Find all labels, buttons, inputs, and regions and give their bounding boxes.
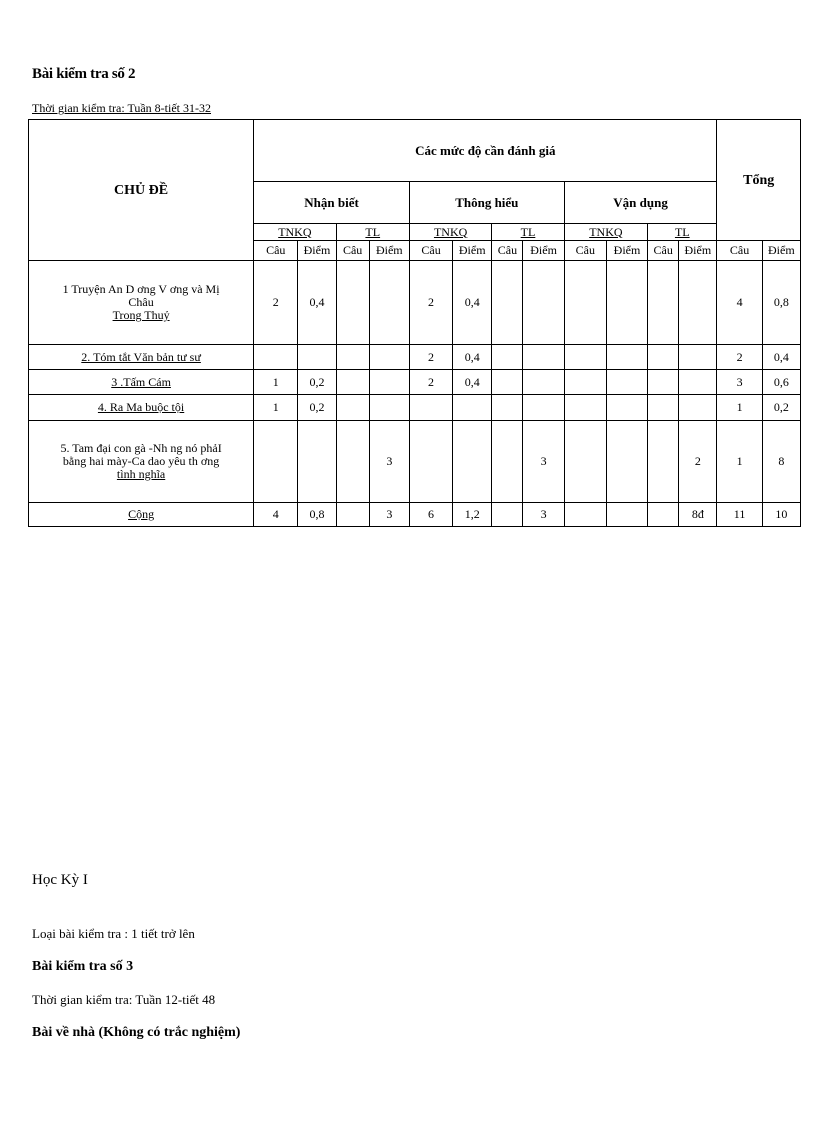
topic-cell: [29, 421, 254, 503]
cell: [523, 370, 564, 395]
topic-cell: [29, 395, 254, 421]
topic-line: 5. Tam đại con gà -Nh ng nó phảI: [60, 441, 222, 455]
col-header: Điểm: [453, 241, 492, 261]
cell: [492, 503, 523, 527]
cell: 1: [254, 395, 298, 421]
cell: 1: [717, 421, 762, 503]
cell: [336, 395, 369, 421]
cell: 0,8: [298, 503, 336, 527]
levels-header: Các mức độ cần đánh giá: [254, 120, 717, 182]
cell: [369, 261, 409, 345]
cell: 4: [254, 503, 298, 527]
cell: [648, 370, 679, 395]
cell: 0,4: [762, 345, 800, 370]
cell: 4: [717, 261, 762, 345]
level-header: Vận dụng: [564, 182, 717, 224]
type-header: TNKQ: [409, 224, 491, 241]
test-kind: Loại bài kiểm tra : 1 tiết trở lên: [32, 926, 195, 941]
cell: 3: [523, 421, 564, 503]
cell: [648, 503, 679, 527]
cell: [606, 370, 647, 395]
test-title: Bài kiểm tra số 2: [32, 66, 136, 82]
cell: 8: [762, 421, 800, 503]
topic-line: Cộng: [128, 507, 155, 521]
topic-line: Châu: [128, 295, 154, 309]
cell: 2: [409, 370, 452, 395]
cell: [679, 395, 717, 421]
col-header: Điểm: [369, 241, 409, 261]
col-header: Điểm: [606, 241, 647, 261]
semester-heading: Học Kỳ I: [32, 872, 88, 888]
cell: [648, 345, 679, 370]
cell: [453, 395, 492, 421]
cell: [523, 395, 564, 421]
cell: [336, 421, 369, 503]
topic-line: tình nghĩa: [116, 467, 166, 481]
total-header: Tổng: [717, 120, 801, 241]
assessment-matrix-table: [28, 119, 801, 527]
cell: 0,2: [762, 395, 800, 421]
col-header: Điểm: [298, 241, 336, 261]
cell: 0,4: [298, 261, 336, 345]
topic-line: 4. Ra Ma buộc tội: [97, 400, 185, 414]
cell: 3: [523, 503, 564, 527]
cell: 0,4: [453, 370, 492, 395]
cell: 10: [762, 503, 800, 527]
col-header: Điểm: [523, 241, 564, 261]
cell: 2: [409, 345, 452, 370]
cell: [648, 421, 679, 503]
test-time-3: Thời gian kiểm tra: Tuần 12-tiết 48: [32, 992, 216, 1007]
cell: 1: [254, 370, 298, 395]
cell: [492, 421, 523, 503]
col-header: Câu: [409, 241, 452, 261]
cell: 6: [409, 503, 452, 527]
col-header: Điểm: [679, 241, 717, 261]
table-row-total: [29, 503, 801, 527]
cell: 3: [369, 503, 409, 527]
cell: 2: [679, 421, 717, 503]
cell: [298, 345, 336, 370]
cell: [679, 261, 717, 345]
cell: [606, 503, 647, 527]
cell: [606, 395, 647, 421]
topic-line: 2. Tóm tắt Văn bản tư sư: [81, 349, 201, 364]
cell: [492, 370, 523, 395]
cell: 8đ: [679, 503, 717, 527]
cell: [254, 421, 298, 503]
col-header: Điểm: [762, 241, 800, 261]
cell: [336, 503, 369, 527]
cell: [564, 370, 606, 395]
cell: [606, 261, 647, 345]
cell: [298, 421, 336, 503]
cell: 0,6: [762, 370, 800, 395]
cell: [336, 370, 369, 395]
table-row: [29, 345, 801, 370]
cell: 2: [254, 261, 298, 345]
cell: 0,8: [762, 261, 800, 345]
cell: [606, 421, 647, 503]
table-row: [29, 370, 801, 395]
level-header: Thông hiểu: [409, 182, 564, 224]
cell: 3: [369, 421, 409, 503]
cell: [369, 395, 409, 421]
cell: 11: [717, 503, 762, 527]
level-header: Nhận biết: [254, 182, 410, 224]
cell: [606, 345, 647, 370]
topic-line: Trong Thuỷ: [112, 308, 170, 322]
cell: 0,4: [453, 345, 492, 370]
topic-cell: [29, 503, 254, 527]
cell: 0,2: [298, 395, 336, 421]
topic-line: 1 Truyện An D ơng V ơng và Mị: [62, 282, 220, 296]
cell: 1,2: [453, 503, 492, 527]
type-header: TL: [336, 224, 409, 241]
topic-line: 3 .Tấm Cám: [111, 374, 171, 389]
cell: [254, 345, 298, 370]
cell: 2: [409, 261, 452, 345]
homework-note: Bài về nhà (Không có trắc nghiệm): [32, 1025, 241, 1040]
col-header: Câu: [564, 241, 606, 261]
cell: [369, 345, 409, 370]
table-row: [29, 261, 801, 345]
cell: 3: [717, 370, 762, 395]
cell: 0,4: [453, 261, 492, 345]
cell: [679, 370, 717, 395]
cell: [523, 345, 564, 370]
cell: [564, 345, 606, 370]
cell: [369, 370, 409, 395]
col-header: Câu: [254, 241, 298, 261]
test-title-3: Bài kiểm tra số 3: [32, 959, 134, 974]
cell: [492, 261, 523, 345]
cell: [409, 421, 452, 503]
topic-cell: [29, 370, 254, 395]
cell: [679, 345, 717, 370]
type-header: TL: [648, 224, 717, 241]
cell: [564, 503, 606, 527]
cell: [648, 395, 679, 421]
topic-cell: [29, 345, 254, 370]
topic-line: bằng hai mày-Ca dao yêu th ơng: [62, 454, 220, 468]
cell: [564, 261, 606, 345]
cell: [409, 395, 452, 421]
type-header: TNKQ: [564, 224, 647, 241]
cell: 1: [717, 395, 762, 421]
cell: [336, 345, 369, 370]
col-header: Câu: [336, 241, 369, 261]
cell: [648, 261, 679, 345]
col-header: Câu: [492, 241, 523, 261]
cell: [564, 421, 606, 503]
topic-cell: [29, 261, 254, 345]
type-header: TL: [492, 224, 564, 241]
test-time: Thời gian kiểm tra: Tuần 8-tiết 31-32: [32, 101, 211, 115]
cell: 2: [717, 345, 762, 370]
table-row: [29, 421, 801, 503]
cell: [336, 261, 369, 345]
cell: [564, 395, 606, 421]
table-row: [29, 395, 801, 421]
topic-header: CHỦ ĐỀ: [29, 120, 254, 261]
cell: [453, 421, 492, 503]
cell: [523, 261, 564, 345]
cell: 0,2: [298, 370, 336, 395]
type-header: TNKQ: [254, 224, 336, 241]
cell: [492, 395, 523, 421]
col-header: Câu: [648, 241, 679, 261]
cell: [492, 345, 523, 370]
col-header: Câu: [717, 241, 762, 261]
